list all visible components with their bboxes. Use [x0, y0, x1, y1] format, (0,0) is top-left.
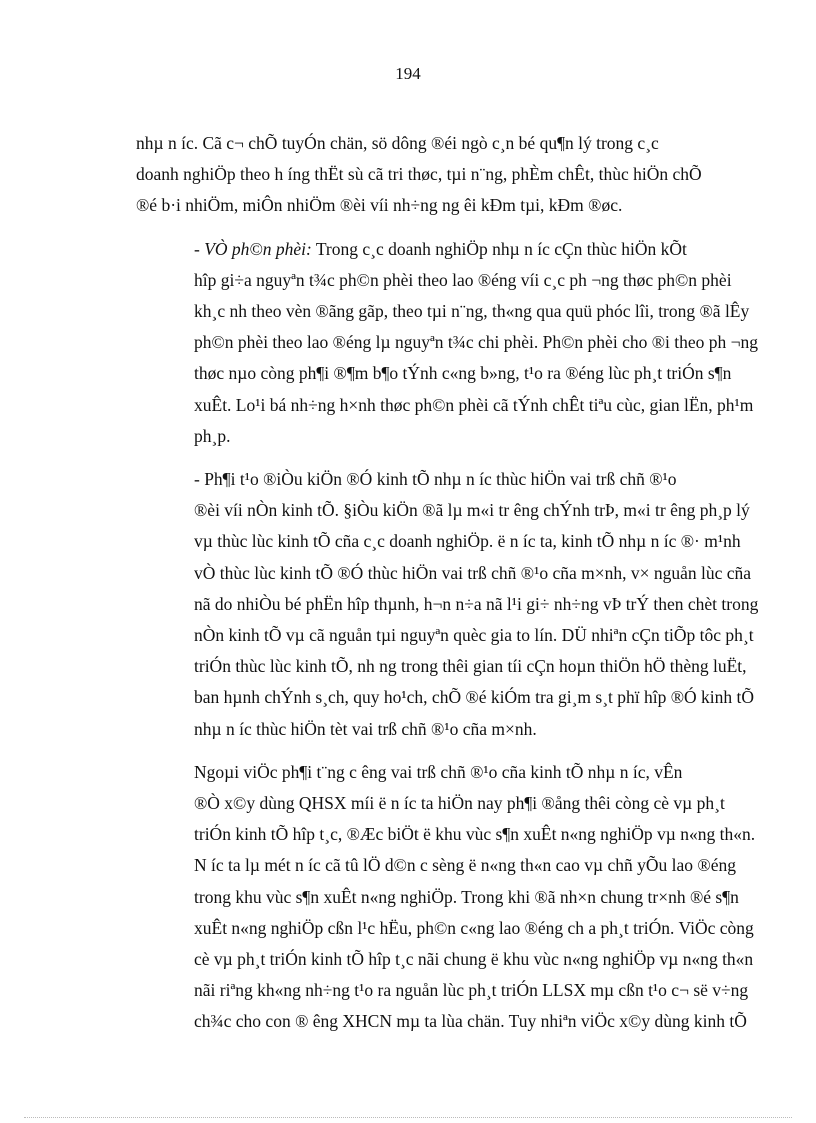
text-line: vÒ thùc lùc kinh tÕ ®Ó thùc hiÖn vai trß chñ ®¹o cña m×nh, v× nguån lùc cña — [194, 562, 752, 583]
text-line: ph¸p. — [194, 425, 231, 446]
paragraph-3 — [136, 464, 768, 745]
text-line: xuÊt. Lo¹i bá nh÷ng h×nh thøc ph©n phèi cã tÝnh chÊt tiªu cùc, gian lËn, ph¹m — [194, 394, 754, 415]
text-line: ®èi víi nÒn kinh tÕ. §iÒu kiÖn ®ã lµ m«i tr êng chÝnh trÞ, m«i tr êng ph¸p lý — [194, 500, 750, 521]
document-body — [136, 128, 768, 1050]
page-bottom-divider — [24, 1117, 792, 1118]
paragraph-2 — [136, 234, 768, 452]
paragraph-lead: - VÒ ph©n phèi: — [194, 238, 312, 259]
text-line: ban hµnh chÝnh s¸ch, quy ho¹ch, chÕ ®é kiÓm tra gi¸m s¸t phï hîp ®Ó kinh tÕ — [194, 687, 755, 708]
text-line: doanh nghiÖp theo h íng thËt sù cã tri thøc, tµi n¨ng, phÈm chÊt, thùc hiÖn chÕ — [136, 164, 702, 185]
text-line: - Ph¶i t¹o ®iÒu kiÖn ®Ó kinh tÕ nhµ n íc thùc hiÖn vai trß chñ ®¹o — [194, 469, 677, 490]
text-line: triÓn kinh tÕ hîp t¸c, ®Æc biÖt ë khu vùc s¶n xuÊt n«ng nghiÖp vµ n«ng th«n. — [194, 824, 756, 845]
text-line: ®é b·i nhiÖm, miÔn nhiÖm ®èi víi nh÷ng ng êi kÐm tµi, kÐm ®øc. — [136, 195, 623, 216]
text-line: thøc nµo còng ph¶i ®¶m b¶o tÝnh c«ng b»ng, t¹o ra ®éng lùc ph¸t triÓn s¶n — [194, 363, 732, 384]
text-line: nã do nhiÒu bé phËn hîp thµnh, h¬n n÷a nã l¹i gi÷ nh÷ng vÞ trÝ then chèt trong — [194, 593, 759, 614]
text-line: xuÊt n«ng nghiÖp cßn l¹c hËu, ph©n c«ng lao ®éng ch a ph¸t triÓn. ViÖc còng — [194, 917, 754, 938]
text-line: nãi riªng kh«ng nh÷ng t¹o ra nguån lùc ph¸t triÓn LLSX mµ cßn t¹o c¬ së v÷ng — [194, 980, 749, 1001]
text-line: ph©n phèi theo lao ®éng lµ nguyªn t¾c chi phèi. Ph©n phèi cho ®i theo ph ¬ng — [194, 332, 758, 353]
page-number: 194 — [395, 64, 421, 83]
text-line — [136, 234, 768, 265]
text-line: triÓn thùc lùc kinh tÕ, nh ng trong thêi gian tíi cÇn hoµn thiÖn hÖ thèng luËt, — [194, 656, 747, 677]
paragraph-1 — [136, 128, 768, 222]
text-line: hîp gi÷a nguyªn t¾c ph©n phèi theo lao ®éng víi c¸c ph ¬ng thøc ph©n phèi — [194, 269, 732, 290]
paragraph-4 — [136, 757, 768, 1038]
text-line: cè vµ ph¸t triÓn kinh tÕ hîp t¸c nãi chung ë khu vùc n«ng nghiÖp vµ n«ng th«n — [194, 949, 754, 970]
text-line: N íc ta lµ mét n íc cã tû lÖ d©n c sèng ë n«ng th«n cao vµ chñ yÕu lao ®éng — [194, 855, 736, 876]
text-line: kh¸c nh theo vèn ®ãng gãp, theo tµi n¨ng, th«ng qua quü phóc lîi, trong ®ã lÊy — [194, 301, 750, 322]
text-line: vµ thùc lùc kinh tÕ cña c¸c doanh nghiÖp. ë n íc ta, kinh tÕ nhµ n íc ®· m¹nh — [194, 531, 741, 552]
text-line: nÒn kinh tÕ vµ cã nguån tµi nguyªn quèc gia to lín. DÜ nhiªn cÇn tiÕp tôc ph¸t — [194, 625, 754, 646]
text-line: ch¾c cho con ® êng XHCN mµ ta lùa chän. Tuy nhiªn viÖc x©y dùng kinh tÕ — [194, 1011, 747, 1032]
text-line: ®Ò x©y dùng QHSX míi ë n íc ta hiÖn nay ph¶i ®ång thêi còng cè vµ ph¸t — [194, 793, 725, 814]
text-line: trong khu vùc s¶n xuÊt n«ng nghiÖp. Trong khi ®ã nh×n chung tr×nh ®é s¶n — [194, 886, 739, 907]
text-line: nhµ n íc thùc hiÖn tèt vai trß chñ ®¹o cña m×nh. — [194, 718, 537, 739]
text-line: nhµ n íc. Cã c¬ chÕ tuyÓn chän, sö dông ®éi ngò c¸n bé qu¶n lý trong c¸c — [136, 133, 659, 153]
text-fragment: Trong c¸c doanh nghiÖp nhµ n íc cÇn thùc hiÖn kÕt — [311, 238, 687, 259]
text-line: Ngoµi viÖc ph¶i t¨ng c êng vai trß chñ ®¹o cña kinh tÕ nhµ n íc, vÊn — [194, 761, 683, 782]
